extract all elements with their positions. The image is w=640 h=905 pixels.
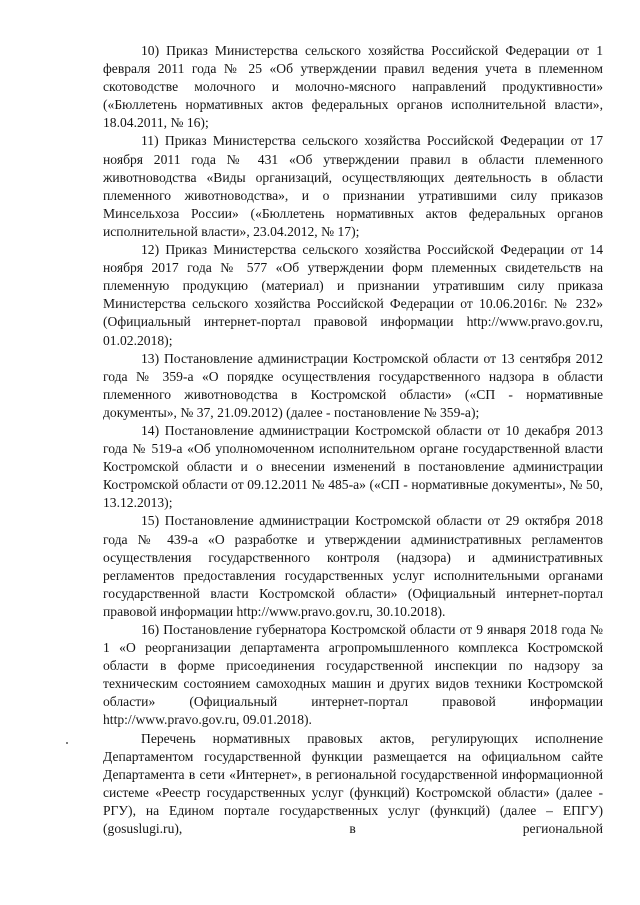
document-page — [103, 42, 603, 838]
paragraph-item-14: 14) Постановление администрации Костромской области от 10 декабря 2013 года № 519-а «Об уполномоченном исполнительном органе государственной власти Костромской области и о внесении изменений в постановление администрации Костромской области от 09.12.2011 № 485-а» («СП - нормативные документы», № 50, 13.12.2013); — [103, 422, 603, 511]
paragraph-item-10: 10) Приказ Министерства сельского хозяйства Российской Федерации от 1 февраля 2011 года № 25 «Об утверждении правил ведения учета в племенном скотоводстве молочного и молочно-мясного направлений продуктивности» («Бюллетень нормативных актов федеральных органов исполнительной власти», 18.04.2011, № 16); — [103, 43, 603, 131]
margin-dot — [66, 742, 68, 744]
paragraph-item-12: 12) Приказ Министерства сельского хозяйства Российской Федерации от 14 ноября 2017 года № 577 «Об утверждении форм племенных свидетельств на племенную продукцию (материал) и признании утратившим силу приказа Министерства сельского хозяйства Российской Федерации от 10.06.2016г. № 232» (Официальный интернет-портал правовой информации http://www.pravo.gov.ru, 01.02.2018); — [103, 242, 603, 348]
paragraph-item-15: 15) Постановление администрации Костромской области от 29 октября 2018 года № 439-а «О разработке и утверждении административных регламентов осуществления государственного контроля (надзора) и административных регламентов предоставления государственных услуг исполнительными органами государственной власти Костромской области» (Официальный интернет-портал правовой информации http://www.pravo.gov.ru, 30.10.2018). — [103, 513, 603, 619]
paragraph-item-13: 13) Постановление администрации Костромской области от 13 сентября 2012 года № 359-а «О порядке осуществления государственного надзора в области племенного животноводства в Костромской области» («СП - нормативные документы», № 37, 21.09.2012) (далее - постановление № 359-а); — [103, 350, 603, 420]
paragraph-item-16: 16) Постановление губернатора Костромской области от 9 января 2018 года № 1 «О реорганизации департамента агропромышленного комплекса Костромской области в форме присоединения государственной инспекции по надзору за техническим состоянием самоходных машин и других видов техники Костромской области» (Официальный интернет-портал правовой информации http://www.pravo.gov.ru, 09.01.2018). — [103, 622, 603, 728]
paragraph-item-11: 11) Приказ Министерства сельского хозяйства Российской Федерации от 17 ноября 2011 года № 431 «Об утверждении правил в области племенного животноводства «Виды организаций, осуществляющих деятельность в области племенного животноводства», и о признании утратившими силу приказов Минсельхоза России» («Бюллетень нормативных актов федеральных органов исполнительной власти», 23.04.2012, № 17); — [103, 133, 603, 239]
paragraph-acts-list: Перечень нормативных правовых актов, регулирующих исполнение Департаментом государственной функции размещается на официальном сайте Департамента в сети «Интернет», в региональной государственной информационной системе «Реестр государственных услуг (функций) Костромской области» (далее - РГУ), на Едином портале государственных услуг (функций) (далее – ЕПГУ) (gosuslugi.ru), в региональной — [103, 730, 603, 837]
